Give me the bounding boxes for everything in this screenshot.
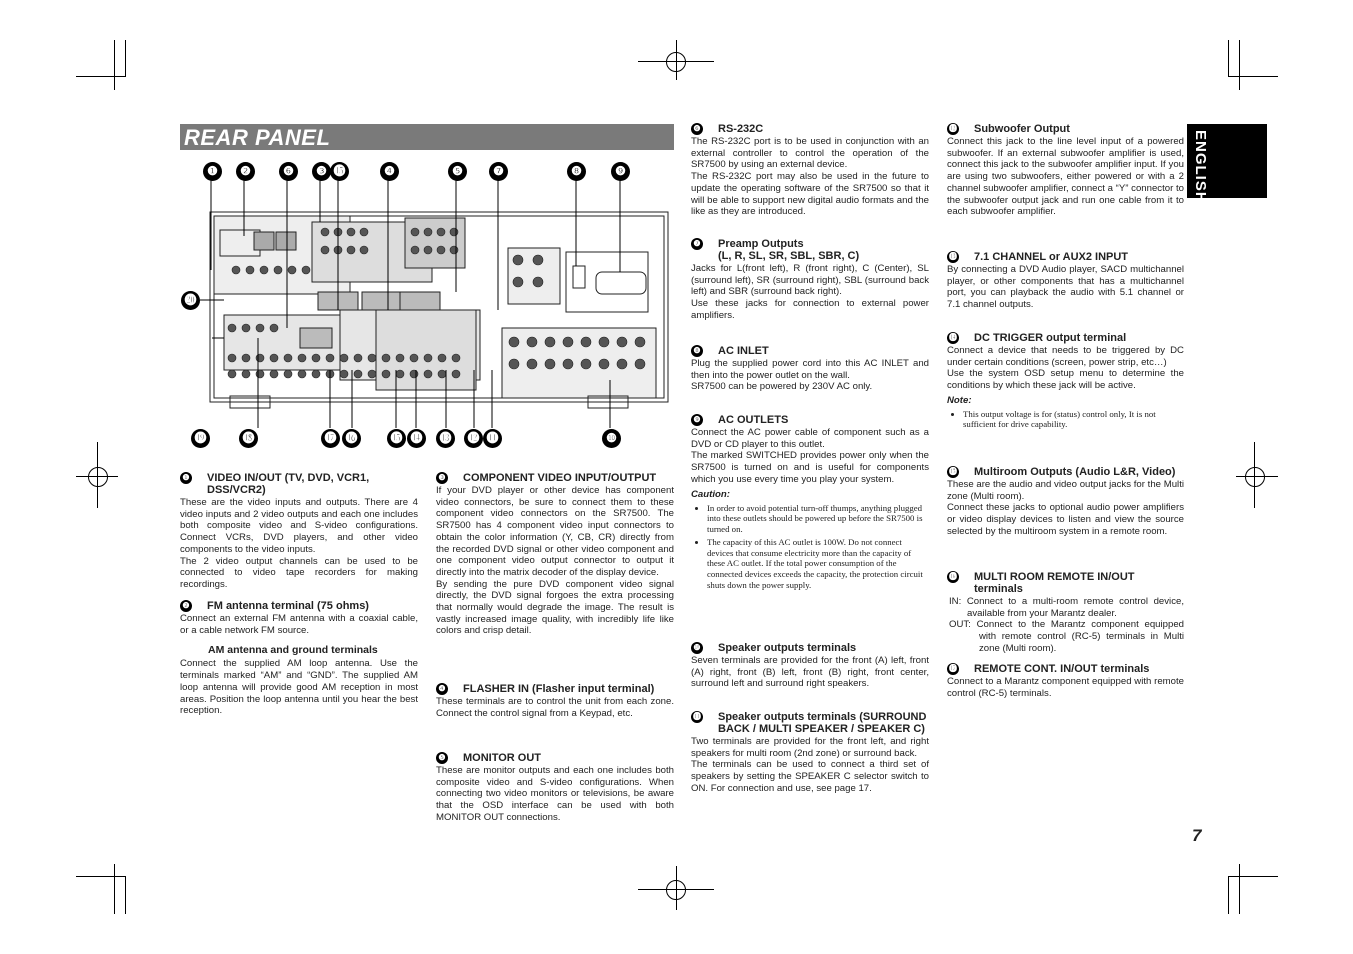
callout-3: ❸ <box>312 162 331 181</box>
heading-text: REMOTE CONT. IN/OUT terminals <box>974 663 1150 675</box>
paragraph: Use the system OSD setup menu to determine the conditions by which these jack will be active. <box>947 368 1184 392</box>
crop-mark <box>1239 40 1240 90</box>
section-component-video <box>436 472 674 637</box>
section-heading <box>180 600 418 612</box>
callout-2: ❷ <box>236 162 255 181</box>
heading-text: COMPONENT VIDEO INPUT/OUTPUT <box>463 472 657 484</box>
callout-1: ❶ <box>203 162 222 181</box>
heading-text: MONITOR OUT <box>463 752 542 764</box>
crop-mark <box>125 40 126 76</box>
rear-panel-illustration <box>180 160 674 455</box>
heading-text: RS-232C <box>718 123 764 135</box>
language-tab-label: ENGLISH <box>1192 130 1209 204</box>
paragraph: Connect these jacks to optional audio power amplifiers or video display devices to listen and view the source selected by the multiroom system in a remote room. <box>947 502 1184 537</box>
paragraph: Jacks for L(front left), R (front right), C (Center), SL (surround left), SR (surround right), SBL (surround back left) and SBR (surround back right). <box>691 263 929 298</box>
list-item: • The capacity of this AC outlet is 100W. Do not connect devices that consume electricity more than the capacity of these AC outlet. If the total power consumption of the connected devices exceeds the capacity, the protection circuit shuts down the power supply. <box>707 537 929 590</box>
list-item: • This output voltage is for (status) control only, It is not sufficient for drive capability. <box>963 409 1184 430</box>
callout-18: ⓲ <box>239 429 258 448</box>
registration-line <box>676 866 677 910</box>
callout-17: ⓱ <box>321 429 340 448</box>
callout-7: ❼ <box>489 162 508 181</box>
list-item: • In order to avoid potential turn-off thumps, anything plugged into these outlets should be powered up before the SR7500 is turned on. <box>707 503 929 535</box>
section-heading <box>691 414 929 426</box>
registration-line <box>1254 442 1255 508</box>
section-heading <box>947 466 1184 478</box>
section-multi-room-remote <box>947 571 1184 655</box>
badge: ❾ <box>691 414 703 426</box>
heading-text: AC OUTLETS <box>718 414 789 426</box>
section-heading <box>180 472 418 496</box>
badge: ⓰ <box>949 572 957 581</box>
callout-11: ⓫ <box>483 429 502 448</box>
heading-text: AC INLET <box>718 345 769 357</box>
section-speaker-outputs <box>691 642 929 690</box>
callout-5: ❺ <box>448 162 467 181</box>
heading-text: DC TRIGGER output terminal <box>974 332 1127 344</box>
paragraph: The marked SWITCHED provides power only when the SR7500 is turned on and is useful for components which you use every time you play your system. <box>691 450 929 485</box>
heading-text: VIDEO IN/OUT (TV, DVD, VCR1, DSS/VCR2) <box>207 472 370 496</box>
badge: ❻ <box>691 123 703 135</box>
paragraph: Two terminals are provided for the front left, and right speakers for multi room (2nd zone) or surround back. <box>691 736 929 759</box>
section-preamp-outputs <box>691 238 929 322</box>
paragraph: Connect the supplied AM loop antenna. Use the terminals marked “AM” and “GND”. The supplied AM loop antenna will provide good AM reception in most areas. Position the loop antenna until you hear the best reception. <box>180 658 418 717</box>
page-title: REAR PANEL <box>184 125 331 150</box>
badge: ❹ <box>436 683 448 695</box>
section-heading <box>691 711 929 735</box>
section-rs232c <box>691 123 929 218</box>
paragraph-out: OUT: Connect to the Marantz component equipped with remote control (RC-5) terminals in Multi zone (Multi room). <box>949 619 1184 654</box>
section-multiroom-outputs <box>947 466 1184 538</box>
paragraph: Connect to a Marantz component equipped with remote control (RC-5) terminals. <box>947 676 1184 699</box>
section-heading <box>947 571 1184 595</box>
section-7-1-channel <box>947 251 1184 311</box>
callout-10: ❿ <box>602 429 621 448</box>
badge: ❸ <box>436 472 448 484</box>
section-heading <box>947 332 1184 344</box>
section-heading <box>947 251 1184 263</box>
heading-text: 7.1 CHANNEL or AUX2 INPUT <box>974 251 1129 263</box>
section-heading <box>691 238 929 262</box>
heading-text: Speaker outputs terminals <box>718 642 857 654</box>
badge: ⓭ <box>949 252 957 261</box>
badge: ⓱ <box>949 664 957 673</box>
callout-6: ❻ <box>279 162 298 181</box>
badge: ❽ <box>691 345 703 357</box>
section-dc-trigger <box>947 332 1184 433</box>
paragraph: Connect the AC power cable of component such as a DVD or CD player to this outlet. <box>691 427 929 450</box>
crop-mark <box>1239 864 1240 914</box>
caution-label: Caution: <box>691 488 730 500</box>
page-number: 7 <box>1192 826 1202 845</box>
section-fm-antenna <box>180 600 418 717</box>
heading-text-2: (L, R, SL, SR, SBL, SBR, C) <box>718 250 860 262</box>
callout-13: ⓭ <box>436 429 455 448</box>
paragraph: By sending the pure DVD component video signal directly, the DVD signal forgoes the extra processing that normally would degrade the image. The result is vastly increased image quality, with incredibly life like colors and crisp detail. <box>436 578 674 637</box>
crop-mark <box>114 864 115 914</box>
crop-mark <box>125 876 126 914</box>
paragraph: Seven terminals are provided for the front (A) left, front (A) right, front (B) left, front (B) right, front center, surround left and surround right speakers. <box>691 655 929 690</box>
paragraph: These terminals are to control the unit from each zone. Connect the control signal from a Keypad, etc. <box>436 696 674 719</box>
paragraph: The terminals can be used to connect a third set of speakers by setting the SPEAKER C selector switch to ON. For connection and use, see page 17. <box>691 759 929 794</box>
section-ac-inlet <box>691 345 929 393</box>
section-monitor-out <box>436 752 674 824</box>
section-heading <box>691 642 929 654</box>
registration-mark <box>1245 467 1265 487</box>
badge: ⓫ <box>693 712 701 721</box>
badge: ❷ <box>180 600 192 612</box>
section-heading <box>947 123 1184 135</box>
callout-8: ❽ <box>567 162 586 181</box>
heading-text: MULTI ROOM REMOTE IN/OUT terminals <box>974 571 1135 595</box>
heading-text-2: BACK / MULTI SPEAKER / SPEAKER C) <box>718 723 925 735</box>
paragraph: If your DVD player or other device has component video connectors, be sure to connect them to these component video connectors on the SR7500. The SR7500 has 4 component video input connectors to obtain the color information (Y, CB, CR) directly from the recorded DVD signal or other video component and one component video output connector to output it directly into the matrix decoder of the display device. <box>436 485 674 578</box>
paragraph: The RS-232C port may also be used in the future to update the operating software of the SR7500 so that it will be able to support new digital audio formats and the like as they are introduced. <box>691 171 929 218</box>
callout-14: ⓮ <box>407 429 426 448</box>
callout-19: ⓳ <box>191 429 210 448</box>
registration-line <box>676 40 677 80</box>
callout-20: ⓴ <box>181 291 200 310</box>
heading-text: FLASHER IN (Flasher input terminal) <box>463 683 655 695</box>
badge: ⓮ <box>949 333 957 342</box>
page-title-bar <box>180 124 674 150</box>
section-heading <box>436 472 674 484</box>
section-ac-outlets <box>691 414 929 593</box>
badge: ❼ <box>691 238 703 250</box>
language-tab <box>1187 124 1267 204</box>
section-speaker-outputs-surround <box>691 711 929 795</box>
crop-mark <box>114 40 115 90</box>
callout-4: ❹ <box>380 162 399 181</box>
crop-mark <box>1228 876 1278 877</box>
paragraph: By connecting a DVD Audio player, SACD multichannel player, or other components that has a multichannel port, you can playback the audio with 5.1 channel or 7.1 channel outputs. <box>947 264 1184 311</box>
callout-15b: ⓯ <box>387 429 406 448</box>
note-label: Note: <box>947 394 972 406</box>
section-remote-cont <box>947 663 1184 699</box>
section-heading <box>436 683 674 695</box>
paragraph-in: IN: Connect to a multi-room remote control device, available from your Marantz dealer. <box>949 596 1184 619</box>
callout-15: ⓯ <box>330 162 349 181</box>
heading-text: Multiroom Outputs (Audio L&R, Video) <box>974 466 1176 478</box>
paragraph: The 2 video output channels can be used to be connected to video tape recorders for making recordings. <box>180 555 418 590</box>
crop-mark <box>1228 76 1278 77</box>
paragraph: Use these jacks for connection to external power amplifiers. <box>691 298 929 321</box>
paragraph: Connect a device that needs to be triggered by DC under certain conditions (screen, power strip, etc…) <box>947 345 1184 368</box>
badge: ❺ <box>436 752 448 764</box>
badge: ⓬ <box>949 124 957 133</box>
section-video-in-out <box>180 472 418 591</box>
sub-heading: AM antenna and ground terminals <box>208 644 378 657</box>
paragraph: Connect this jack to the line level input of a powered subwoofer. If an external subwoofer amplifier is used, connect this jack to the subwoofer amplifier input. If you are using two subwoofers, either powered or with a 2 channel subwoofer amplifier, connect a “Y” connector to the subwoofer output jack and run one cable from it to each subwoofer amplifier. <box>947 136 1184 218</box>
heading-text: Subwoofer Output <box>974 123 1070 135</box>
crop-mark <box>76 76 126 77</box>
crop-mark <box>1228 876 1229 914</box>
paragraph: These are monitor outputs and each one includes both composite video and S-video configurations. When connecting two video monitors or televisions, be aware that the OSD interface can be used with both MONITOR OUT connections. <box>436 765 674 823</box>
crop-mark <box>76 876 126 877</box>
section-subwoofer-output <box>947 123 1184 218</box>
paragraph: The RS-232C port is to be used in conjunction with an external controller to control the operation of the SR7500 by using an external device. <box>691 136 929 171</box>
paragraph: Connect an external FM antenna with a coaxial cable, or a cable network FM source. <box>180 613 418 636</box>
paragraph: These are the audio and video output jacks for the Multi zone (Multi room). <box>947 479 1184 502</box>
badge: ❿ <box>691 642 703 654</box>
badge: ❶ <box>180 472 192 484</box>
registration-line <box>97 442 98 508</box>
badge: ⓯ <box>949 467 957 476</box>
note-list <box>947 409 1184 430</box>
caution-list <box>691 503 929 591</box>
section-heading <box>436 752 674 764</box>
registration-line <box>1236 476 1278 477</box>
callout-9: ❾ <box>611 162 630 181</box>
callout-16: ⓰ <box>342 429 361 448</box>
registration-mark <box>88 467 108 487</box>
callout-12: ⓬ <box>464 429 483 448</box>
rear-panel-diagram <box>180 160 674 455</box>
section-flasher-in <box>436 683 674 719</box>
heading-text: Preamp Outputs <box>718 238 804 250</box>
section-heading <box>691 345 929 357</box>
heading-text: FM antenna terminal (75 ohms) <box>207 600 369 612</box>
paragraph: Plug the supplied power cord into this AC INLET and then into the power outlet on the wall. <box>691 358 929 381</box>
section-heading <box>691 123 929 135</box>
crop-mark <box>1228 40 1229 76</box>
paragraph: These are the video inputs and outputs. There are 4 video inputs and 2 video outputs and each one includes both composite video and S-video configurations. Connect VCRs, DVD players, and other video components to the video inputs. <box>180 497 418 555</box>
paragraph: SR7500 can be powered by 230V AC only. <box>691 381 873 393</box>
heading-text: Speaker outputs terminals (SURROUND <box>718 711 927 723</box>
section-heading <box>947 663 1184 675</box>
